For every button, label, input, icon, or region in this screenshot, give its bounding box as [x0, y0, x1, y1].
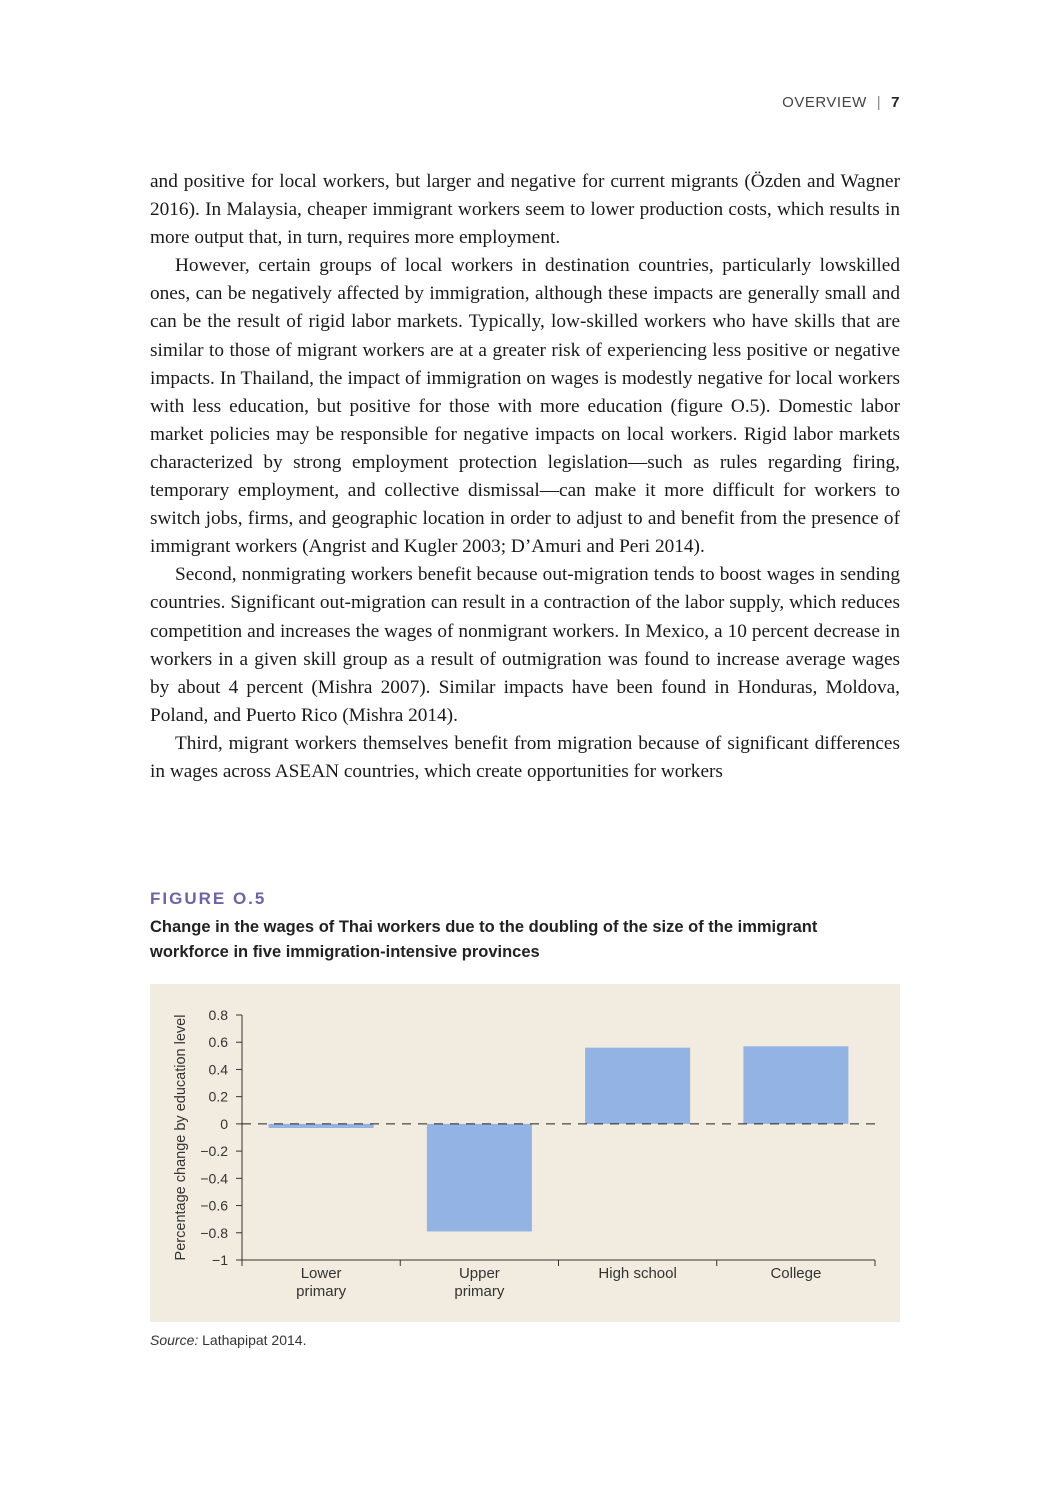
x-tick-label: College: [770, 1265, 822, 1282]
figure-source: [150, 1332, 306, 1348]
x-tick-label: primary: [454, 1283, 505, 1300]
y-tick-label: 0.2: [208, 1088, 228, 1105]
paragraph: Second, nonmigrating workers benefit because out-migration tends to boost wages in sending countries. Significant out-migration can result in a contraction of the labor supply, which reduces competition and increases the wages of nonmigrant workers. In Mexico, a 10 percent decrease in workers in a given skill group as a result of outmigration was found to increase average wages by about 4 percent (Mishra 2007). Similar impacts have been found in Honduras, Moldova, Poland, and Puerto Rico (Mishra 2014).: [150, 564, 900, 726]
y-tick-label: 0.8: [208, 1007, 228, 1023]
running-head: [782, 94, 900, 111]
y-tick-label: 0.4: [208, 1061, 228, 1078]
paragraph: However, certain groups of local workers in destination countries, particularly lowskilled ones, can be negatively affected by immigration, although these impacts are generally small and can be the result of rigid labor markets. Typically, low-skilled workers who have skills that are similar to those of migrant workers are at a greater risk of experiencing less positive or negative impacts. In Thailand, the impact of immigration on wages is modestly negative for local workers with less education, but positive for those with more education (figure O.5). Domestic labor market policies may be responsible for negative impacts on local workers. Rigid labor markets characterized by strong employment protection legislation—such as rules regarding firing, temporary employment, and collective dismissal—can make it more difficult for workers to switch jobs, firms, and geographic location in order to adjust to and benefit from the presence of immigrant workers (Angrist and Kugler 2003; D’Amuri and Peri 2014).: [150, 255, 900, 558]
y-tick-label: −0.6: [200, 1197, 228, 1214]
source-text: Lathapipat 2014.: [198, 1332, 307, 1348]
x-tick-label: Lower: [300, 1265, 342, 1282]
chart-container: [150, 984, 900, 1322]
y-tick-label: −0.2: [200, 1143, 228, 1160]
y-tick-label: −0.4: [200, 1170, 228, 1187]
bar-chart: [150, 984, 900, 1322]
bar: [269, 1124, 374, 1128]
page-number: 7: [891, 94, 900, 111]
y-axis-title: Percentage change by education level: [173, 1014, 189, 1261]
paragraph: and positive for local workers, but larger and negative for current migrants (Özden and Wagner 2016). In Malaysia, cheaper immigrant workers seem to lower production costs, which results in more output that, in turn, requires more employment.: [150, 171, 900, 249]
figure-title: Change in the wages of Thai workers due to the doubling of the size of the immigrant workforce in five immigration-intensive provinces: [150, 918, 818, 961]
figure-label: FIGURE O.5: [150, 889, 267, 908]
source-label: Source:: [150, 1332, 199, 1348]
x-tick-label: Upper: [458, 1265, 500, 1282]
header-separator: |: [876, 94, 882, 111]
body-text: [150, 168, 900, 786]
x-tick-label: primary: [296, 1283, 347, 1300]
x-tick-label: High school: [598, 1265, 677, 1282]
y-tick-label: 0.6: [208, 1034, 228, 1051]
bar: [427, 1124, 532, 1232]
y-tick-label: 0: [220, 1115, 228, 1132]
paragraph: Third, migrant workers themselves benefit from migration because of significant differences in wages across ASEAN countries, which create opportunities for workers: [150, 732, 900, 782]
bar: [743, 1046, 848, 1124]
section-name: OVERVIEW: [782, 94, 867, 111]
y-tick-label: −0.8: [200, 1224, 228, 1241]
bar: [585, 1048, 690, 1124]
y-tick-label: −1: [212, 1252, 228, 1268]
